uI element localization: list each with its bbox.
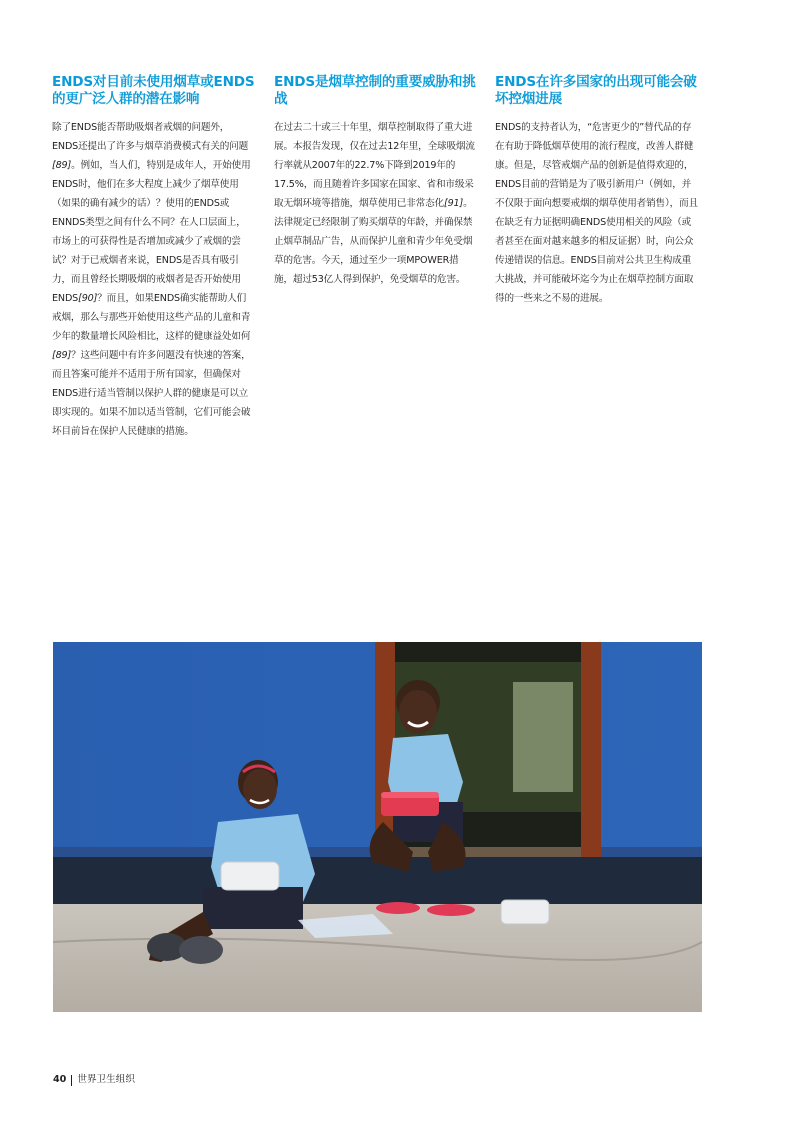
column-3 <box>495 74 698 308</box>
body-paragraph <box>274 118 477 289</box>
body-text: ？而且，如果ENDS确实能帮助人们戒烟，那么与那些开始使用这些产品的儿童和青少年的数量增长风险相比，这样的健康益处如何 <box>52 293 251 342</box>
food-container <box>501 900 549 924</box>
photo-illustration <box>53 642 702 1012</box>
column-2 <box>274 74 477 289</box>
body-text: 除了ENDS能否帮助吸烟者戒烟的问题外，ENDS还提出了许多与烟草消费模式有关的问题 <box>52 122 249 152</box>
page-number: 40 <box>53 1074 67 1085</box>
body-text: ？这些问题中有许多问题没有快速的答案，而且答案可能并不适用于所有国家，但确保对ENDS进行适当管制以保护人群的健康是可以立即实现的。如果不加以适当管制，它们可能会破坏目前旨在保护人民健康的措施。 <box>52 350 251 437</box>
citation: [90] <box>78 293 98 304</box>
door-frame-right <box>581 642 601 857</box>
footer-divider <box>71 1075 72 1086</box>
section-heading: ENDS是烟草控制的重要威胁和挑战 <box>274 74 476 107</box>
citation: [91] <box>444 198 464 209</box>
body-text: 。法律规定已经限制了购买烟草的年龄，并确保禁止烟草制品广告，从而保护儿童和青少年免受烟草的危害。今天，通过至少一项MPOWER措施，超过53亿人得到保护，免受烟草的危害。 <box>274 198 473 285</box>
citation: [89] <box>52 160 72 171</box>
section-heading: ENDS对目前未使用烟草或ENDS的更广泛人群的潜在影响 <box>52 74 255 107</box>
body-text: 在过去二十或三十年里，烟草控制取得了重大进展。本报告发现，仅在过去12年里，全球吸烟流行率就从2007年的22.7%下降到2019年的17.5%，而且随着许多国家在国家、省和市级采取无烟环境等措施，烟草使用已非常态化 <box>274 122 475 209</box>
body-text: ENDS的支持者认为，“危害更少的”替代品的存在有助于降低烟草使用的流行程度，改善人群健康。但是，尽管戒烟产品的创新是值得欢迎的，ENDS目前的营销是为了吸引新用户（例如，并不仅限于面向想要戒烟的烟草使用者销售），而且在缺乏有力证据明确ENDS使用相关的风险（或者甚至在面对越来越多的相反证据）时，向公众传递错误的信息。ENDS目前对公共卫生构成重大挑战，并可能破坏迄今为止在烟草控制方面取得的一些来之不易的进展。 <box>495 122 698 304</box>
citation: [89] <box>52 350 72 361</box>
photo-children-blue-wall <box>53 642 702 1012</box>
section-heading: ENDS在许多国家的出现可能会破坏控烟进展 <box>495 74 697 107</box>
column-1 <box>52 74 255 441</box>
body-text: 。例如，当人们，特别是成年人，开始使用ENDS时，他们在多大程度上减少了烟草使用（如果的确有减少的话）？使用的ENDS或ENNDS类型之间有什么不同？在人口层面上，市场上的可获得性是否增加或减少了戒烟的尝试？对于已戒烟者来说，ENDS是否具有吸引力，而且曾经长期吸烟的戒烟者是否开始使用ENDS <box>52 160 251 304</box>
body-paragraph <box>52 118 255 441</box>
body-paragraph <box>495 118 698 308</box>
organization-name: 世界卫生组织 <box>77 1074 135 1085</box>
page-footer <box>53 1073 135 1087</box>
